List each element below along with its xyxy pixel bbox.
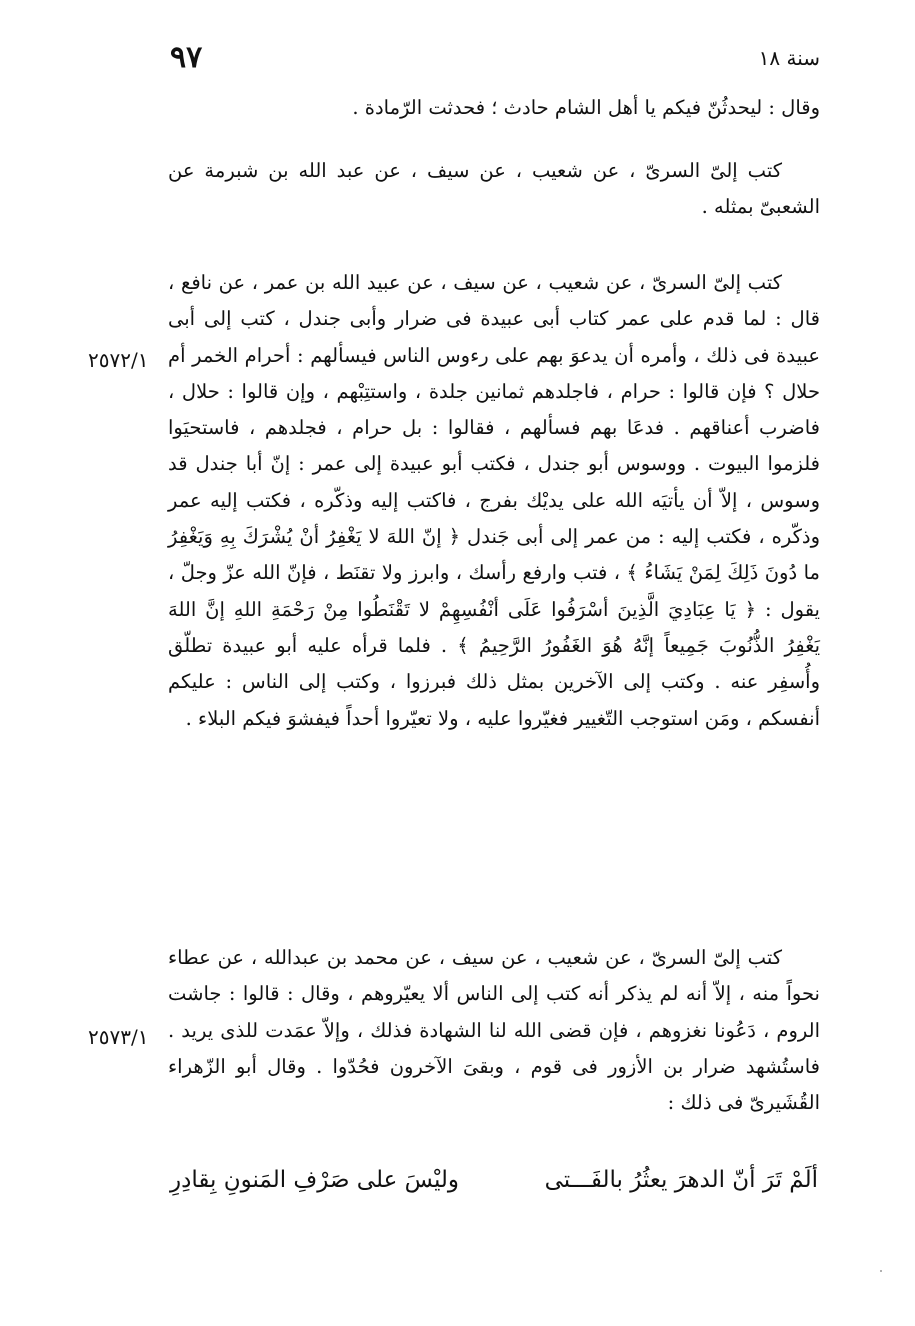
- paragraph-text: كتب إلىّ السرىّ ، عن شعيب ، عن سيف ، عن محمد بن عبدالله ، عن عطاء نحواً منه ، إلاّ أنه لم يذكر أنه كتب إلى الناس ألا يعيّروهم ، وقال : قالوا : جاشت الروم ، دَعُونا نغزوهم ، فإن قضى الله لنا الشهادة فذلك ، وإلاّ عمَدت للذى يريد . فاستُشهد ضرار بن الأزور فى قوم ، وبقىَ الآخرون فحُدّوا . وقال أبو الزّهراء القُشَيرىّ فى ذلك :: [168, 946, 820, 1115]
- paragraph-2: [168, 153, 820, 226]
- margin-reference-number: ٢٥٧٢/١: [88, 348, 149, 372]
- page-header: [170, 40, 820, 80]
- poem-hemistich-right: ألَمْ تَرَ أنّ الدهرَ يعثُرُ بالفَـــتى: [544, 1167, 818, 1193]
- poem-hemistich-left: وليْسَ على صَرْفِ المَنونِ بِقادِرِ: [170, 1167, 459, 1193]
- poem-verse: [170, 1160, 818, 1200]
- running-head: سنة ١٨: [758, 46, 820, 70]
- paragraph-4: [168, 940, 820, 1121]
- paragraph-3: [168, 265, 820, 737]
- margin-reference-number: ٢٥٧٣/١: [88, 1025, 149, 1049]
- paragraph-1: [168, 90, 820, 126]
- page-number: ٩٧: [170, 40, 203, 75]
- paragraph-text: وقال : ليحدثُنّ فيكم يا أهل الشام حادث ؛ فحدثت الرّمادة .: [352, 96, 820, 119]
- paragraph-text: كتب إلىّ السرىّ ، عن شعيب ، عن سيف ، عن عبيد الله بن عمر ، عن نافع ، قال : لما قدم على عمر كتاب أبى عبيدة فى ضرار وأبى جندل ، كتب إلى أبى عبيدة فى ذلك ، وأمره أن يدعوَ بهم على رءوس الناس فيسألهم : أحرام الخمر أم حلال ؟ فإن قالوا : حرام ، فاجلدهم ثمانين جلدة ، واستتِبْهم ، وإن قالوا : حلال ، فاضرب أعناقهم . فدعَا بهم فسألهم ، فقالوا : بل حرام ، فجلدهم ، فاستحيَوا فلزموا البيوت . ووسوس أبو جندل ، فكتب أبو عبيدة إلى عمر : إنّ أبا جندل قد وسوس ، إلاّ أن يأتيَه الله على يديْك بفرج ، فاكتب إليه وذكّره ، فكتب إليه عمر وذكّره ، فكتب إليه : من عمر إلى أبى جَندل ﴿ إنّ اللهَ لا يَغْفِرُ أنْ يُشْرَكَ بِهِ وَيَغْفِرُ ما دُونَ ذَلِكَ لِمَنْ يَشَاءُ ﴾ ، فتب وارفع رأسك ، وابرز ولا تقنَط ، فإنّ الله عزّ وجلّ ، يقول : ﴿ يَا عِبَادِيَ الَّذِينَ أسْرَفُوا عَلَى أنْفُسِهِمْ لا تَقْنَطُوا مِنْ رَحْمَةِ اللهِ إنَّ اللهَ يَغْفِرُ الذُّنُوبَ جَمِيعاً إنَّهُ هُوَ الغَفُورُ الرَّحِيمُ ﴾ . فلما قرأه عليه أبو عبيدة تطلّق وأُسفِر عنه . وكتب إلى الآخرين بمثل ذلك فبرزوا ، وكتب إلى الناس : عليكم أنفسكم ، ومَن استوجب التّغيير فغيّروا عليه ، ولا تعيّروا أحداً فيفشوَ فيكم البلاء .: [168, 271, 820, 730]
- paper-speck: [880, 1270, 882, 1272]
- paragraph-text: كتب إلىّ السرىّ ، عن شعيب ، عن سيف ، عن عبد الله بن شبرمة عن الشعبىّ بمثله .: [168, 159, 820, 219]
